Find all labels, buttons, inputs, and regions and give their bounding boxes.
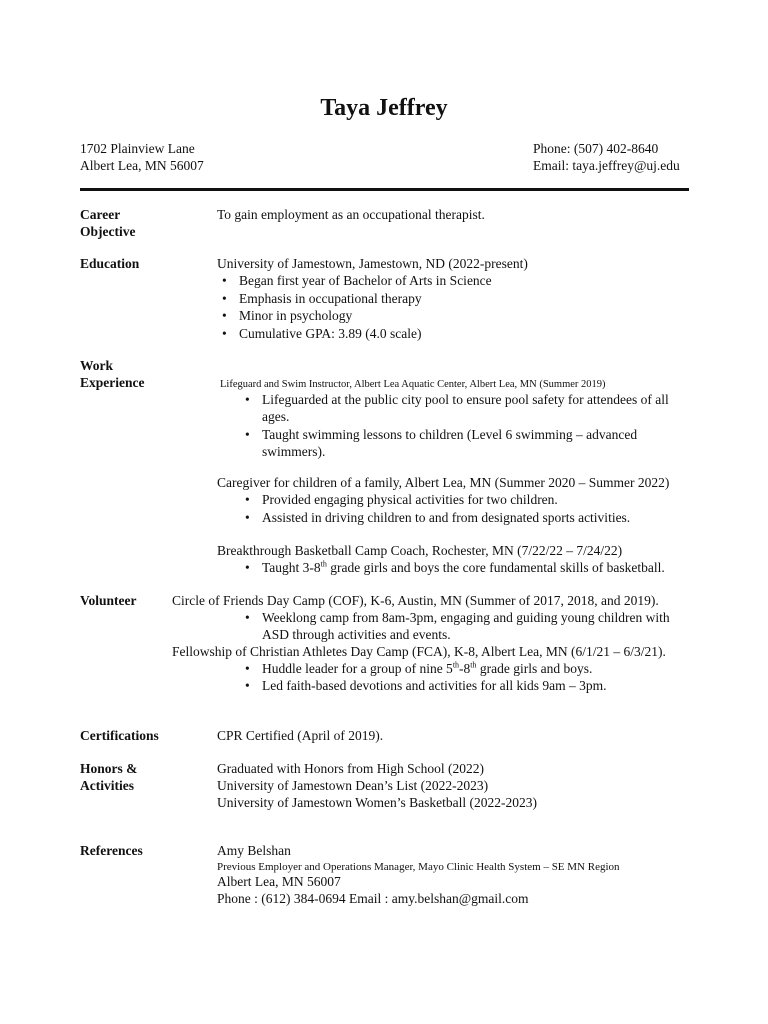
- job-bullet-text-cont: swimmers).: [262, 444, 326, 459]
- bullet-icon: •: [245, 560, 250, 575]
- volunteer-bullet-text-cont: ASD through activities and events.: [262, 627, 451, 642]
- education-bullet-text: Cumulative GPA: 3.89 (4.0 scale): [239, 326, 422, 341]
- job-title-basketball: Breakthrough Basketball Camp Coach, Rochester, MN (7/22/22 – 7/24/22): [217, 543, 623, 558]
- bullet-icon: •: [245, 392, 250, 407]
- bullet-icon: •: [245, 661, 250, 676]
- reference-name: Amy Belshan: [217, 843, 291, 858]
- volunteer-title-cof: Circle of Friends Day Camp (COF), K-6, Austin, MN (Summer of 2017, 2018, and 2019).: [172, 593, 659, 608]
- bullet-icon: •: [245, 492, 250, 507]
- volunteer-bullet: [245, 660, 250, 678]
- volunteer-title-fca: Fellowship of Christian Athletes Day Camp (FCA), K-8, Albert Lea, MN (6/1/21 – 6/3/21).: [172, 644, 666, 659]
- email: Email: taya.jeffrey@uj.edu: [533, 158, 680, 173]
- address-line-1: 1702 Plainview Lane: [80, 141, 195, 156]
- reference-contact: Phone : (612) 384-0694 Email : amy.belshan@gmail.com: [217, 891, 529, 906]
- bullet-icon: •: [245, 610, 250, 625]
- education-bullet-text: Emphasis in occupational therapy: [239, 291, 422, 306]
- job-bullet-text-cont: ages.: [262, 409, 290, 424]
- job-title-caregiver: Caregiver for children of a family, Albert Lea, MN (Summer 2020 – Summer 2022): [217, 475, 670, 490]
- education-school: University of Jamestown, Jamestown, ND (2022-present): [217, 256, 528, 271]
- job-title-lifeguard: Lifeguard and Swim Instructor, Albert Lea Aquatic Center, Albert Lea, MN (Summer 2019): [220, 379, 606, 390]
- bullet-text-part: Huddle leader for a group of nine 5: [262, 661, 453, 676]
- section-label-education: Education: [80, 256, 140, 271]
- section-label-references: References: [80, 843, 143, 858]
- section-label-work-2: Experience: [80, 375, 145, 390]
- section-label-honors-1: Honors &: [80, 761, 138, 776]
- phone: Phone: (507) 402-8640: [533, 141, 659, 156]
- bullet-icon: •: [222, 326, 227, 341]
- bullet-text-part: Taught 3-8: [262, 560, 321, 575]
- job-bullet: [245, 426, 250, 444]
- ordinal-suffix: th: [320, 559, 327, 569]
- certifications-text: CPR Certified (April of 2019).: [217, 728, 384, 743]
- objective-text: To gain employment as an occupational therapist.: [217, 207, 485, 222]
- job-bullet-text: Assisted in driving children to and from designated sports activities.: [262, 510, 631, 525]
- bullet-icon: •: [222, 273, 227, 288]
- volunteer-bullet: [245, 609, 250, 627]
- bullet-text-part: grade girls and boys the core fundamental skills of basketball.: [326, 560, 665, 575]
- job-bullet: [245, 509, 250, 527]
- honors-item: Graduated with Honors from High School (2022): [217, 761, 484, 776]
- education-bullet: [222, 325, 227, 343]
- education-bullet: [222, 272, 227, 290]
- job-bullet: [245, 391, 250, 409]
- bullet-text-part: -8: [459, 661, 471, 676]
- bullet-icon: •: [245, 427, 250, 442]
- bullet-icon: •: [245, 678, 250, 693]
- job-bullet-text: Taught swimming lessons to children (Level 6 swimming – advanced: [262, 427, 638, 442]
- job-bullet: [245, 491, 250, 509]
- bullet-icon: •: [222, 308, 227, 323]
- bullet-icon: •: [222, 291, 227, 306]
- honors-item: University of Jamestown Women’s Basketball (2022-2023): [217, 795, 537, 810]
- ordinal-suffix: th: [470, 660, 477, 670]
- bullet-icon: •: [245, 510, 250, 525]
- section-label-objective-2: Objective: [80, 224, 136, 239]
- volunteer-bullet-text: Led faith-based devotions and activities for all kids 9am – 3pm.: [262, 678, 607, 693]
- job-bullet-text: Lifeguarded at the public city pool to ensure pool safety for attendees of all: [262, 392, 669, 407]
- volunteer-bullet-text: Weeklong camp from 8am-3pm, engaging and guiding young children with: [262, 610, 670, 625]
- job-bullet-text: [262, 559, 665, 577]
- header-divider: [80, 188, 689, 191]
- reference-city: Albert Lea, MN 56007: [217, 874, 341, 889]
- ordinal-suffix: th: [452, 660, 460, 670]
- section-label-honors-2: Activities: [80, 778, 134, 793]
- reference-role: Previous Employer and Operations Manager, Mayo Clinic Health System – SE MN Region: [217, 861, 620, 873]
- volunteer-bullet: [245, 677, 250, 695]
- education-bullet: [222, 290, 227, 308]
- job-bullet-text: Provided engaging physical activities for two children.: [262, 492, 558, 507]
- resume-name: Taya Jeffrey: [320, 95, 448, 121]
- address-line-2: Albert Lea, MN 56007: [80, 158, 204, 173]
- education-bullet-text: Began first year of Bachelor of Arts in Science: [239, 273, 492, 288]
- job-bullet: [245, 559, 250, 577]
- bullet-text-part: grade girls and boys.: [476, 661, 593, 676]
- section-label-volunteer: Volunteer: [80, 593, 137, 608]
- honors-item: University of Jamestown Dean’s List (2022-2023): [217, 778, 489, 793]
- volunteer-bullet-text: [262, 660, 592, 678]
- section-label-objective-1: Career: [80, 207, 121, 222]
- section-label-certifications: Certifications: [80, 728, 159, 743]
- section-label-work-1: Work: [80, 358, 114, 373]
- education-bullet: [222, 307, 227, 325]
- education-bullet-text: Minor in psychology: [239, 308, 353, 323]
